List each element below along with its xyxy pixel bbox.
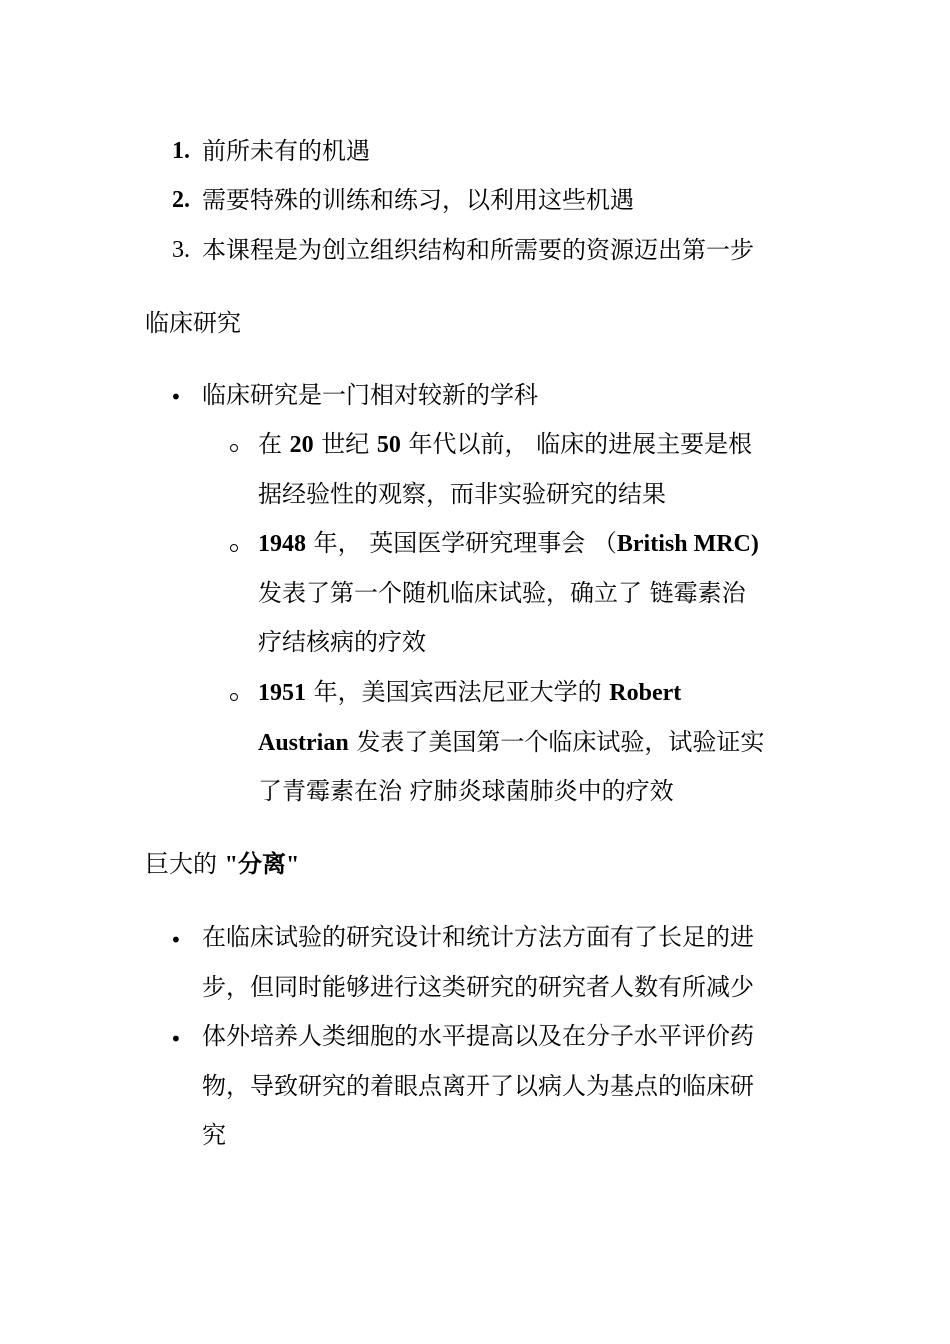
section-heading-clinical-research: 临床研究 [145,309,241,337]
sub-bullet-text: 了青霉素在治 疗肺炎球菌肺炎中的疗效 [258,777,674,805]
bullet-text: 临床研究是一门相对较新的学科 [202,381,538,409]
list-item-text: 需要特殊的训练和练习，以利用这些机遇 [202,186,634,214]
list-item-text: 前所未有的机遇 [202,137,370,165]
bullet-icon: • [170,385,182,409]
list-item-text: 本课程是为创立组织结构和所需要的资源迈出第一步 [202,236,754,264]
bullet-text: 在临床试验的研究设计和统计方法方面有了长足的进 [202,923,754,951]
bullet-icon: • [170,928,182,952]
sub-bullet-text: Austrian 发表了美国第一个临床试验，试验证实 [258,728,765,756]
bullet-text: 究 [202,1121,226,1149]
sub-bullet-text: 据经验性的观察，而非实验研究的结果 [258,480,666,508]
circle-bullet-icon [230,693,238,701]
list-number: 1. [172,138,190,164]
bullet-text: 步，但同时能够进行这类研究的研究者人数有所减少 [202,973,754,1001]
bullet-text: 体外培养人类细胞的水平提高以及在分子水平评价药 [202,1022,754,1050]
sub-bullet-text: 在 20 世纪 50 年代以前， 临床的进展主要是根 [258,430,753,458]
sub-bullet-text: 疗结核病的疗效 [258,628,426,656]
circle-bullet-icon [230,544,238,552]
list-number: 2. [172,187,190,213]
bullet-icon: • [170,1027,182,1051]
section-heading-separation: 巨大的 "分离" [145,850,300,878]
bullet-text: 物，导致研究的着眼点离开了以病人为基点的临床研 [202,1072,754,1100]
sub-bullet-text: 发表了第一个随机临床试验，确立了 链霉素治 [258,579,746,607]
circle-bullet-icon [230,444,238,452]
sub-bullet-text: 1951 年，美国宾西法尼亚大学的 Robert [258,678,682,706]
list-number: 3. [172,237,190,263]
sub-bullet-text: 1948 年， 英国医学研究理事会 （British MRC) [258,529,759,557]
